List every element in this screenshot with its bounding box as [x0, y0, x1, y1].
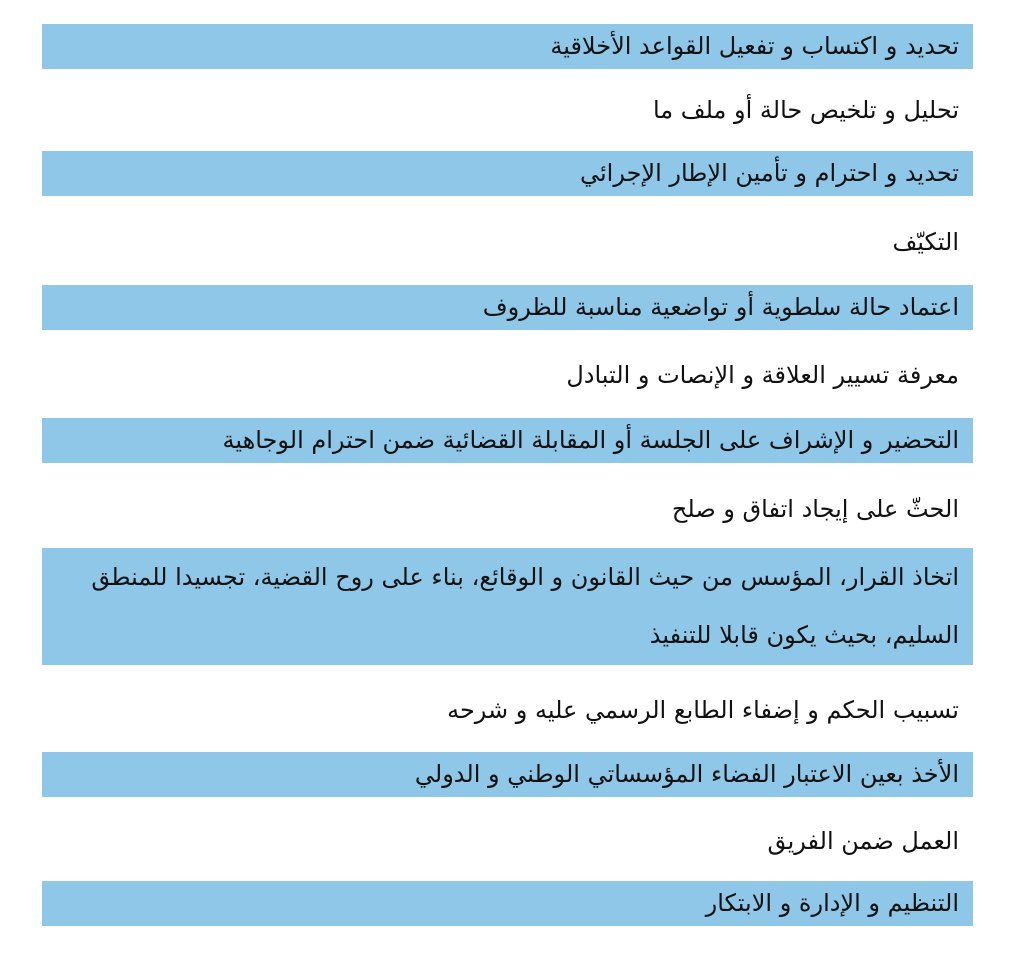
- list-item-text: تحديد و اكتساب و تفعيل القواعد الأخلاقية: [550, 32, 959, 60]
- list-item-text: تحديد و احترام و تأمين الإطار الإجرائي: [579, 159, 959, 187]
- list-item-text: التكيّف: [892, 228, 959, 256]
- list-item-settlement: [42, 487, 973, 532]
- list-item-reasoning: [42, 688, 973, 733]
- list-item-text: معرفة تسيير العلاقة و الإنصات و التبادل: [566, 361, 959, 389]
- list-item-decision: [42, 548, 973, 665]
- list-item-text: تحليل و تلخيص حالة أو ملف ما: [652, 96, 959, 124]
- list-item-adaptation: [42, 220, 973, 265]
- list-item-institutional-space: [42, 752, 973, 797]
- list-item-text: العمل ضمن الفريق: [767, 827, 959, 855]
- list-item-ethics: [42, 24, 973, 69]
- list-item-text: الحثّ على إيجاد اتفاق و صلح: [671, 495, 959, 523]
- list-item-text: التحضير و الإشراف على الجلسة أو المقابلة القضائية ضمن احترام الوجاهية: [222, 426, 959, 454]
- list-item-text: اتخاذ القرار، المؤسس من حيث القانون و الوقائع، بناء على روح القضية، تجسيدا للمنطق السليم، بحيث يكون قابلا للتنفيذ: [91, 563, 959, 649]
- list-item-text: تسبيب الحكم و إضفاء الطابع الرسمي عليه و شرحه: [447, 696, 959, 724]
- list-item-text: اعتماد حالة سلطوية أو تواضعية مناسبة للظروف: [482, 293, 959, 321]
- list-item-hearing: [42, 418, 973, 463]
- list-item-authority-stance: [42, 285, 973, 330]
- list-item-organization: [42, 881, 973, 926]
- list-item-relationship: [42, 353, 973, 398]
- list-item-case-analysis: [42, 88, 973, 133]
- list-item-procedural-framework: [42, 151, 973, 196]
- list-item-text: الأخذ بعين الاعتبار الفضاء المؤسساتي الوطني و الدولي: [414, 760, 959, 788]
- list-item-text: التنظيم و الإدارة و الابتكار: [705, 889, 959, 917]
- list-item-teamwork: [42, 819, 973, 864]
